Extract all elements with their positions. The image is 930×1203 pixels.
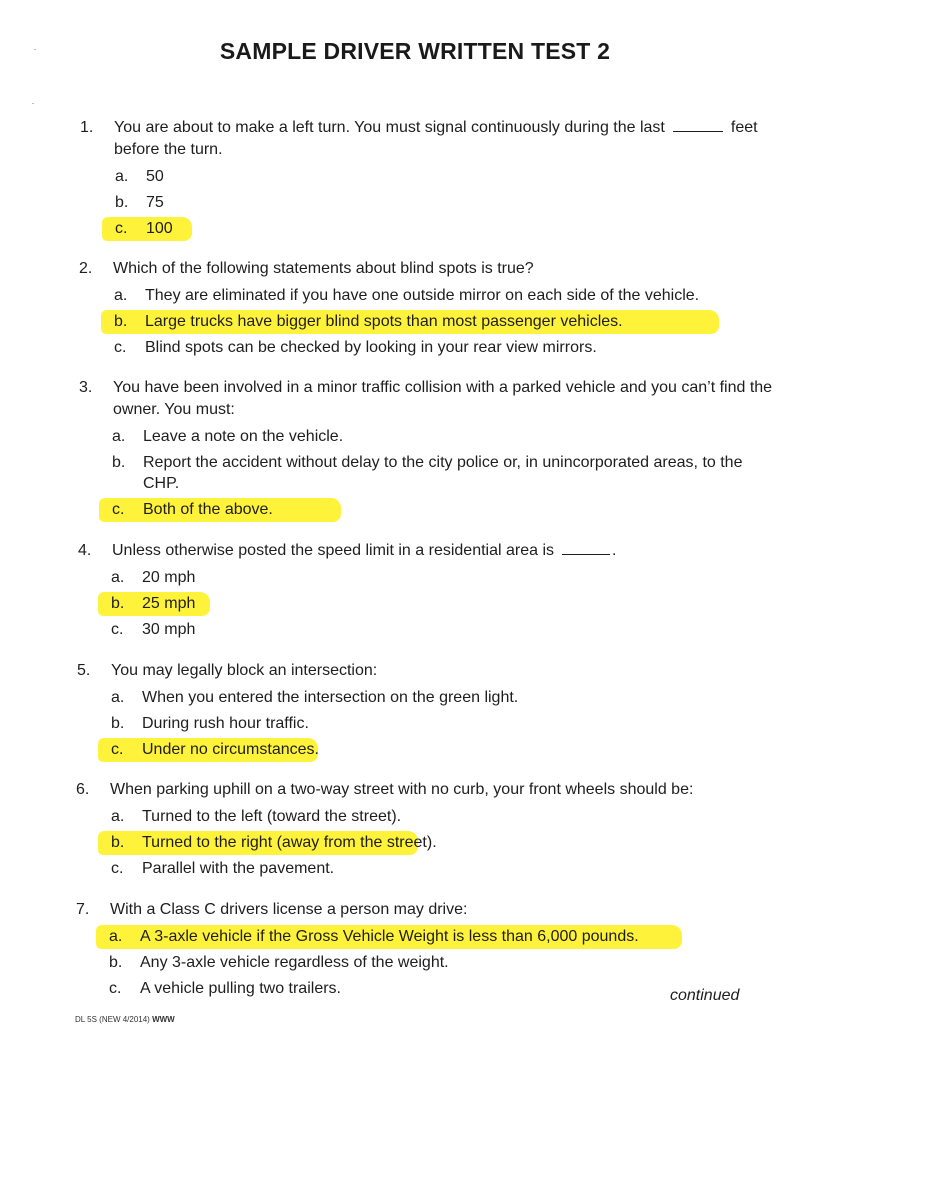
question-number: 5.: [77, 662, 91, 679]
question-text: You may legally block an intersection:: [111, 662, 378, 679]
question-2: [79, 258, 779, 358]
option-7a: a. A 3-axle vehicle if the Gross Vehicle Weight is less than 6,000 pounds.: [108, 926, 776, 947]
question-3: [79, 377, 779, 520]
question-number: 4.: [78, 542, 92, 559]
option-5a: a. When you entered the intersection on the green light.: [111, 689, 519, 706]
scan-speck: [32, 103, 34, 104]
question-6: [76, 779, 776, 879]
form-suffix: WWW: [152, 1015, 175, 1024]
option-4a: a. 20 mph: [111, 569, 196, 586]
question-number: 7.: [76, 901, 90, 918]
question-number: 6.: [76, 781, 90, 798]
question-number: 1.: [80, 119, 94, 136]
option-6a: a. Turned to the left (toward the street).: [111, 808, 402, 825]
option-3b: b. Report the accident without delay to the city police or, in unincorporated areas, to the CHP.: [112, 454, 743, 492]
option-7c: c. A vehicle pulling two trailers.: [109, 980, 341, 997]
form-number: DL 5S (NEW 4/2014): [75, 1015, 150, 1024]
option-1a: a. 50: [115, 168, 164, 185]
question-number: 2.: [79, 260, 93, 277]
question-text: Unless otherwise posted the speed limit in a residential area is .: [112, 542, 617, 559]
page-title: SAMPLE DRIVER WRITTEN TEST 2: [219, 38, 611, 64]
question-text: With a Class C drivers license a person may drive:: [110, 901, 468, 918]
option-2b: b. Large trucks have bigger blind spots than most passenger vehicles.: [113, 311, 779, 332]
question-7: [76, 899, 776, 999]
option-1b: b. 75: [115, 194, 164, 211]
option-2c: c. Blind spots can be checked by looking in your rear view mirrors.: [114, 339, 597, 356]
question-number: 3.: [79, 379, 93, 396]
option-4c: c. 30 mph: [111, 621, 196, 638]
answer-blank: [562, 540, 610, 555]
option-3a: a. Leave a note on the vehicle.: [112, 428, 344, 445]
option-7b: b. Any 3-axle vehicle regardless of the weight.: [109, 954, 449, 971]
question-text: You are about to make a left turn. You must signal continuously during the last feet before the turn.: [114, 119, 758, 158]
answer-blank: [673, 117, 723, 132]
question-4: [78, 540, 778, 640]
option-3c: c. Both of the above.: [111, 499, 779, 520]
option-4b: b. 25 mph: [110, 593, 778, 614]
option-5c: c. Under no circumstances.: [110, 739, 777, 760]
option-5b: b. During rush hour traffic.: [111, 715, 309, 732]
question-1: [80, 117, 780, 239]
question-5: [77, 660, 777, 760]
question-text: Which of the following statements about blind spots is true?: [113, 260, 534, 277]
question-text: You have been involved in a minor traffic collision with a parked vehicle and you can’t find the owner. You must:: [113, 379, 773, 418]
option-6c: c. Parallel with the pavement.: [111, 860, 335, 877]
question-text: When parking uphill on a two-way street with no curb, your front wheels should be:: [110, 781, 694, 798]
option-6b: b. Turned to the right (away from the street).: [110, 832, 776, 853]
option-1c: c. 100: [114, 218, 780, 239]
form-footer: [75, 1015, 175, 1024]
option-2a: a. They are eliminated if you have one outside mirror on each side of the vehicle.: [114, 287, 700, 304]
continued-label: continued: [670, 987, 740, 1004]
